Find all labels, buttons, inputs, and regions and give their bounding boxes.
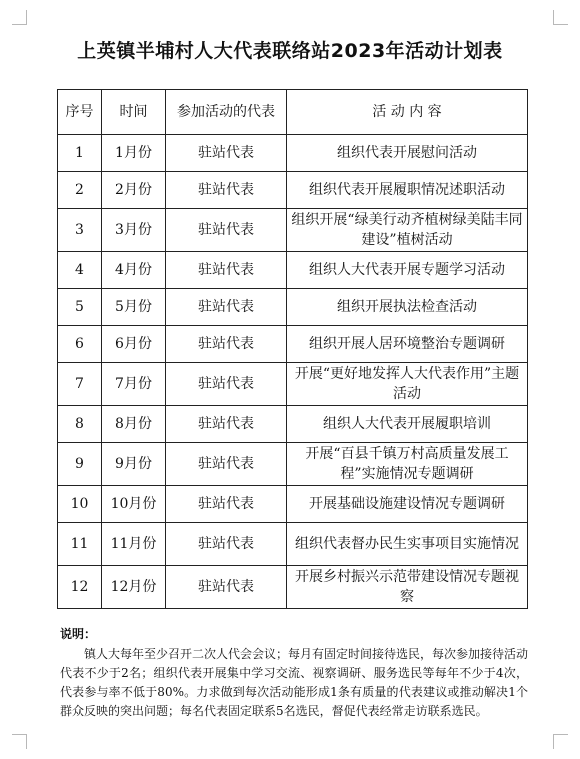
table-row: [58, 135, 528, 172]
cell-representatives: 驻站代表: [166, 252, 287, 289]
cell-number: 2: [58, 172, 102, 209]
table-row: [58, 326, 528, 363]
cell-time: 10月份: [102, 486, 166, 523]
page-corner-mark-bottom-left: [12, 734, 27, 749]
table-row: [58, 443, 528, 486]
cell-representatives: 驻站代表: [166, 326, 287, 363]
page-corner-mark-top-left: [12, 10, 27, 25]
cell-activity-content: 开展“更好地发挥人大代表作用”主题活动: [287, 363, 528, 406]
cell-representatives: 驻站代表: [166, 406, 287, 443]
cell-number: 4: [58, 252, 102, 289]
header-time: 时间: [102, 90, 166, 135]
cell-representatives: 驻站代表: [166, 289, 287, 326]
header-representatives: 参加活动的代表: [166, 90, 287, 135]
page-corner-mark-top-right: [553, 10, 568, 25]
cell-activity-content: 开展“百县千镇万村高质量发展工程”实施情况专题调研: [287, 443, 528, 486]
table-row: [58, 566, 528, 609]
cell-number: 9: [58, 443, 102, 486]
cell-activity-content: 组织人大代表开展专题学习活动: [287, 252, 528, 289]
cell-number: 3: [58, 209, 102, 252]
cell-representatives: 驻站代表: [166, 486, 287, 523]
cell-time: 4月份: [102, 252, 166, 289]
cell-time: 5月份: [102, 289, 166, 326]
cell-time: 8月份: [102, 406, 166, 443]
cell-representatives: 驻站代表: [166, 443, 287, 486]
table-row: [58, 523, 528, 566]
cell-time: 11月份: [102, 523, 166, 566]
cell-time: 12月份: [102, 566, 166, 609]
page-corner-mark-bottom-right: [553, 734, 568, 749]
table-row: [58, 209, 528, 252]
cell-activity-content: 组织开展执法检查活动: [287, 289, 528, 326]
cell-activity-content: 开展乡村振兴示范带建设情况专题视察: [287, 566, 528, 609]
cell-number: 10: [58, 486, 102, 523]
cell-time: 3月份: [102, 209, 166, 252]
cell-activity-content: 组织代表开展履职情况述职活动: [287, 172, 528, 209]
cell-activity-content: 组织开展“绿美行动齐植树绿美陆丰同建设”植树活动: [287, 209, 528, 252]
cell-time: 2月份: [102, 172, 166, 209]
table-row: [58, 172, 528, 209]
notes-label: 说明：: [60, 627, 97, 641]
cell-number: 11: [58, 523, 102, 566]
cell-number: 8: [58, 406, 102, 443]
cell-activity-content: 组织人大代表开展履职培训: [287, 406, 528, 443]
cell-time: 6月份: [102, 326, 166, 363]
table-row: [58, 252, 528, 289]
cell-time: 1月份: [102, 135, 166, 172]
header-activity-content: 活 动 内 容: [287, 90, 528, 135]
notes-text: 镇人大每年至少召开二次人代会会议；每月有固定时间接待选民，每次参加接待活动代表不少于2名；组织代表开展集中学习交流、视察调研、服务选民等每年不少于4次，代表参与率不低于80%。力求做到每次活动能形成1条有质量的代表建议或推动解决1个群众反映的突出问题；每名代表固定联系5名选民，督促代表经常走访联系选民。: [60, 647, 529, 718]
document-title: 上英镇半埔村人大代表联络站2023年活动计划表: [77, 40, 503, 62]
notes-section: [60, 625, 528, 721]
cell-time: 9月份: [102, 443, 166, 486]
cell-number: 5: [58, 289, 102, 326]
cell-activity-content: 组织代表督办民生实事项目实施情况: [287, 523, 528, 566]
cell-representatives: 驻站代表: [166, 523, 287, 566]
table-row: [58, 363, 528, 406]
header-number: 序号: [58, 90, 102, 135]
cell-number: 1: [58, 135, 102, 172]
cell-representatives: 驻站代表: [166, 566, 287, 609]
cell-representatives: 驻站代表: [166, 209, 287, 252]
activity-plan-table: [57, 89, 528, 609]
cell-activity-content: 组织代表开展慰问活动: [287, 135, 528, 172]
cell-activity-content: 组织开展人居环境整治专题调研: [287, 326, 528, 363]
table-row: [58, 486, 528, 523]
cell-representatives: 驻站代表: [166, 172, 287, 209]
table-header-row: [58, 90, 528, 135]
cell-number: 6: [58, 326, 102, 363]
cell-activity-content: 开展基础设施建设情况专题调研: [287, 486, 528, 523]
cell-representatives: 驻站代表: [166, 135, 287, 172]
cell-representatives: 驻站代表: [166, 363, 287, 406]
cell-number: 12: [58, 566, 102, 609]
table-row: [58, 406, 528, 443]
cell-number: 7: [58, 363, 102, 406]
table-row: [58, 289, 528, 326]
cell-time: 7月份: [102, 363, 166, 406]
